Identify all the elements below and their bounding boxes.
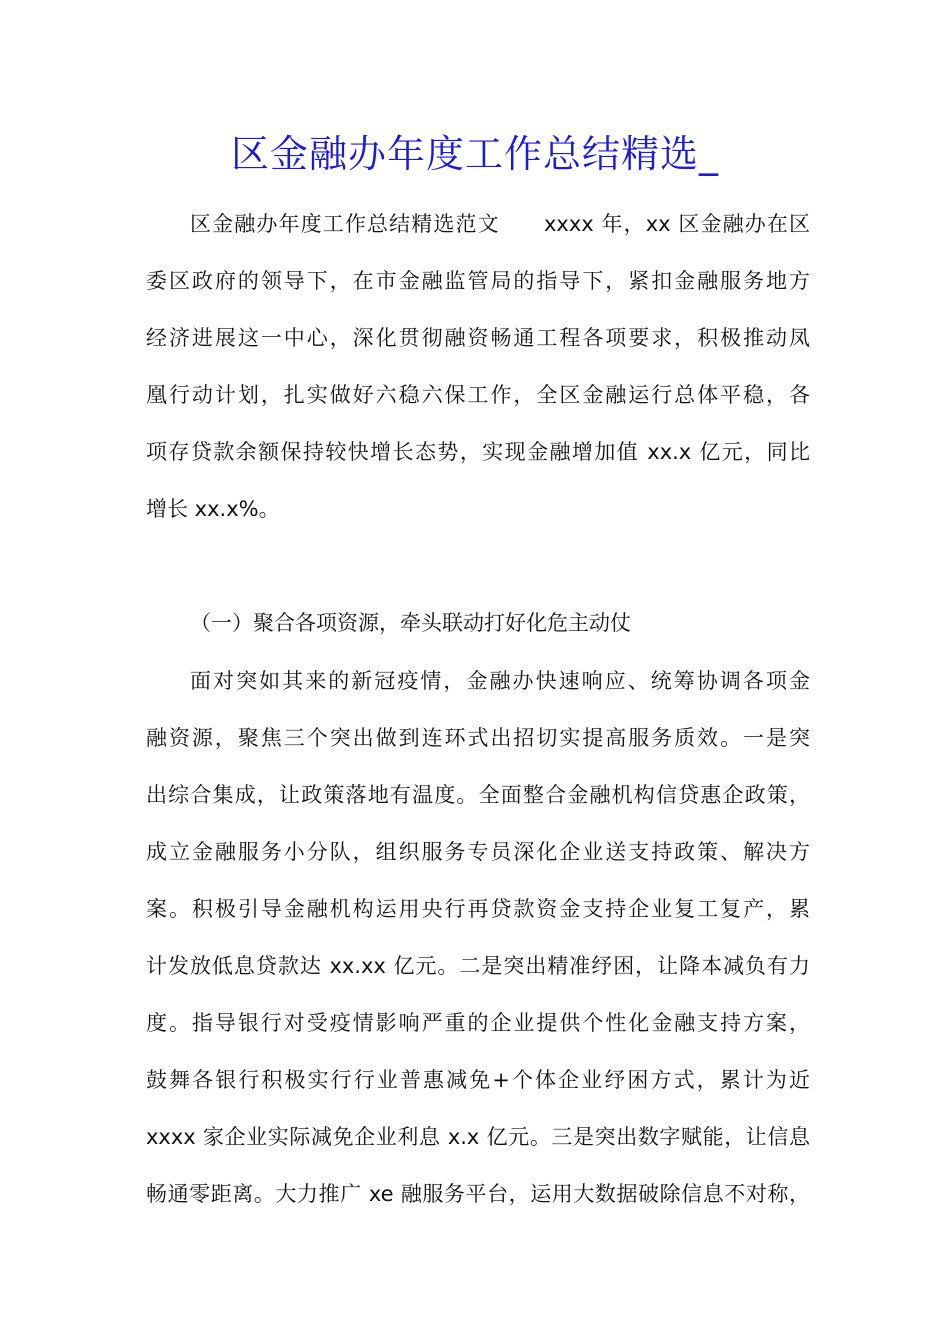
intro-line: 委区政府的领导下，在市金融监管局的指导下，紧扣金融服务地方 [146, 269, 810, 293]
intro-line: 经济进展这一中心，深化贯彻融资畅通工程各项要求，积极推动凤 [146, 326, 810, 350]
body-line: 融资源，聚焦三个突出做到连环式出招切实提高服务质效。一是突 [146, 726, 810, 750]
body-line: 面对突如其来的新冠疫情，金融办快速响应、统筹协调各项金 [190, 669, 810, 693]
body-line: 畅通零距离。大力推广 xe 融服务平台，运用大数据破除信息不对称， [146, 1182, 810, 1206]
intro-line: 区金融办年度工作总结精选范文 xxxx 年，xx 区金融办在区 [190, 212, 810, 236]
intro-line: 项存贷款余额保持较快增长态势，实现金融增加值 xx.x 亿元，同比 [146, 440, 810, 464]
body-line: xxxx 家企业实际减免企业利息 x.x 亿元。三是突出数字赋能，让信息 [146, 1125, 810, 1149]
body-line: 成立金融服务小分队，组织服务专员深化企业送支持政策、解决方 [146, 840, 810, 864]
body-line: 度。指导银行对受疫情影响严重的企业提供个性化金融支持方案， [146, 1011, 810, 1035]
body-line: 案。积极引导金融机构运用央行再贷款资金支持企业复工复产，累 [146, 897, 810, 921]
section-heading: （一）聚合各项资源，牵头联动打好化危主动仗 [190, 611, 631, 635]
intro-line: 增长 xx.x%。 [146, 497, 280, 521]
intro-line: 凰行动计划，扎实做好六稳六保工作，全区金融运行总体平稳，各 [146, 383, 810, 407]
body-line: 鼓舞各银行积极实行行业普惠减免+个体企业纾困方式，累计为近 [146, 1068, 810, 1092]
body-line: 计发放低息贷款达 xx.xx 亿元。二是突出精准纾困，让降本减负有力 [146, 954, 810, 978]
body-line: 出综合集成，让政策落地有温度。全面整合金融机构信贷惠企政策， [146, 783, 810, 807]
document-title: 区金融办年度工作总结精选_ [230, 132, 719, 176]
